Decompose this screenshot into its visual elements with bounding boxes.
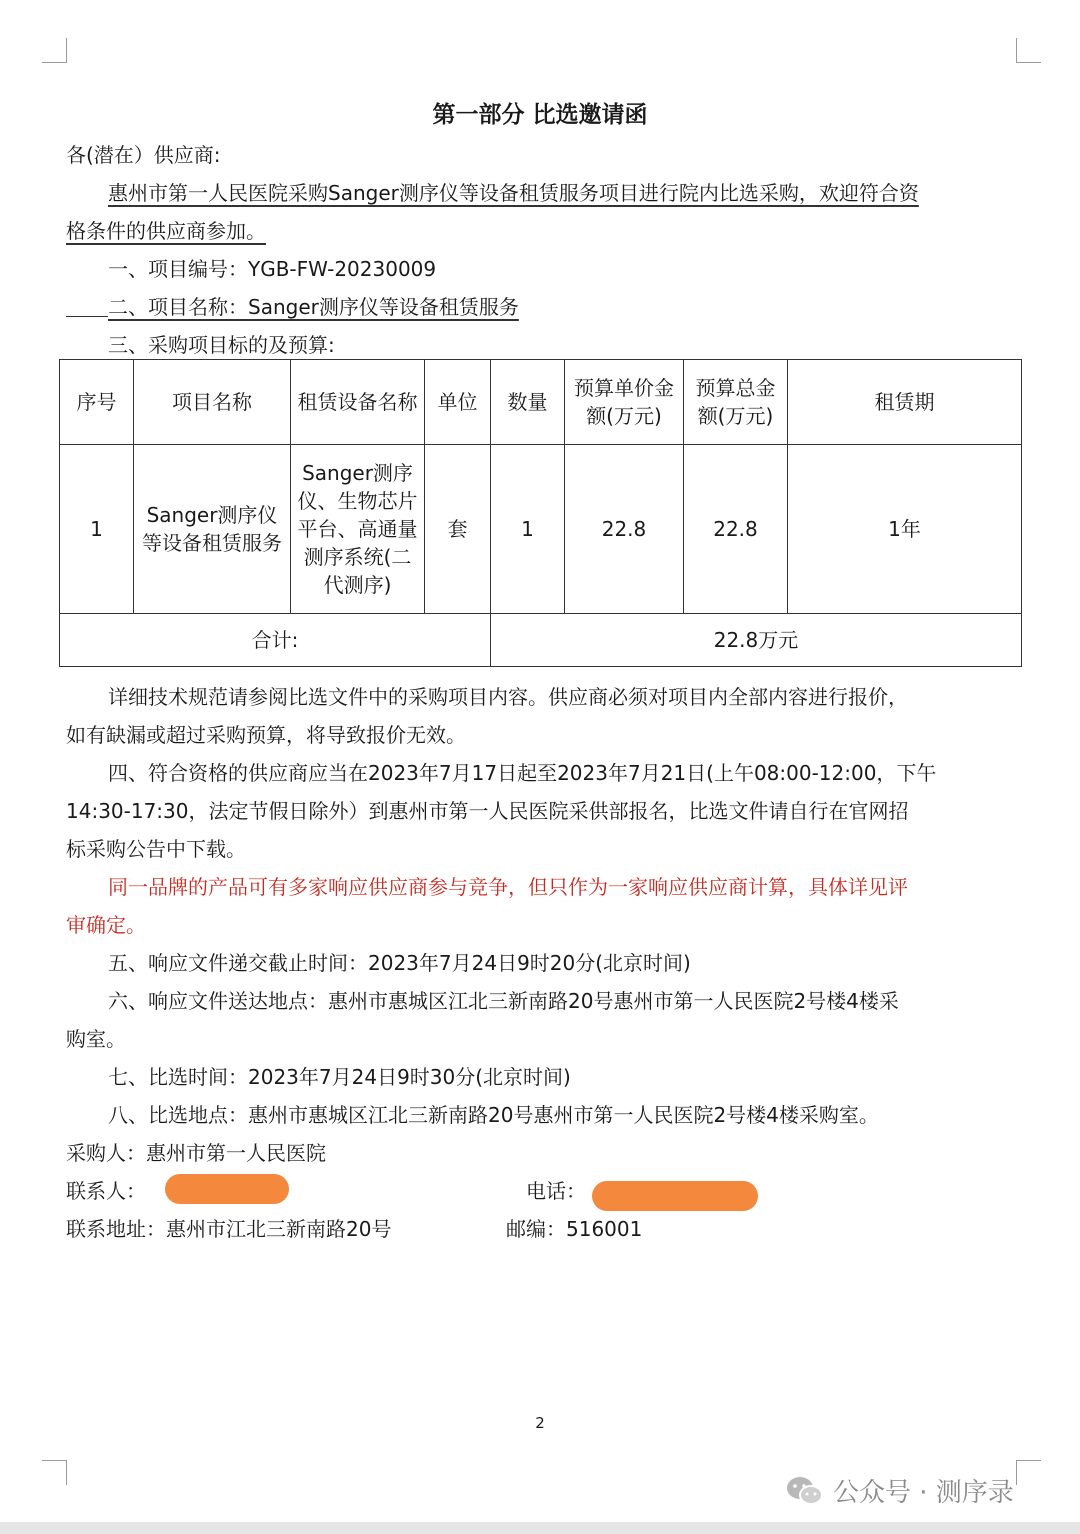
total-label: 合计: <box>60 614 491 667</box>
table-total-row <box>60 614 1022 667</box>
table-header-row <box>60 360 1022 445</box>
crop-mark-top-right <box>1016 38 1041 63</box>
crop-mark-bottom-right <box>1016 1460 1041 1485</box>
salutation: 各(潜在）供应商: <box>66 143 221 167</box>
project-number: 一、项目编号：YGB-FW-20230009 <box>108 257 437 281</box>
crop-mark-top-left <box>42 38 67 63</box>
watermark-text: 公众号 · 测序录 <box>833 1478 1014 1508</box>
header-cell: 预算单价金额(万元) <box>565 360 684 445</box>
contact-label: 联系人： <box>66 1179 146 1203</box>
table-cell: 22.8 <box>684 445 788 614</box>
delivery-location-line-2: 购室。 <box>66 1027 126 1051</box>
registration-line-2: 14:30-17:30，法定节假日除外）到惠州市第一人民医院采供部报名，比选文件请自行在官网招 <box>66 799 909 823</box>
watermark <box>785 1472 1014 1509</box>
submission-deadline: 五、响应文件递交截止时间：2023年7月24日9时20分(北京时间) <box>108 951 691 975</box>
table-cell: 套 <box>425 445 491 614</box>
intro-line-2: 格条件的供应商参加。 <box>66 219 266 243</box>
table-cell: Sanger测序仪等设备租赁服务 <box>134 445 291 614</box>
procurement-table <box>59 359 1022 667</box>
table-row <box>60 445 1022 614</box>
table-cell: 1 <box>60 445 134 614</box>
page-number: 2 <box>535 1414 545 1432</box>
detail-line-2: 如有缺漏或超过采购预算，将导致报价无效。 <box>66 723 466 747</box>
header-cell: 单位 <box>425 360 491 445</box>
wechat-icon <box>785 1475 825 1507</box>
header-cell: 序号 <box>60 360 134 445</box>
header-cell: 项目名称 <box>134 360 291 445</box>
underline-lead <box>66 316 108 317</box>
redaction-mark <box>592 1181 758 1211</box>
brand-note-line-1: 同一品牌的产品可有多家响应供应商参与竞争，但只作为一家响应供应商计算，具体详见评 <box>108 875 908 899</box>
selection-location: 八、比选地点：惠州市惠城区江北三新南路20号惠州市第一人民医院2号楼4楼采购室。 <box>108 1103 879 1127</box>
detail-line-1: 详细技术规范请参阅比选文件中的采购项目内容。供应商必须对项目内全部内容进行报价， <box>108 685 908 709</box>
contact-address: 联系地址：惠州市江北三新南路20号 <box>66 1217 392 1241</box>
registration-line-1: 四、符合资格的供应商应当在2023年7月17日起至2023年7月21日(上午08:00-12:00，下午 <box>108 761 937 785</box>
table-cell: 1 <box>491 445 565 614</box>
postcode: 邮编：516001 <box>506 1217 643 1241</box>
phone-label: 电话： <box>526 1179 586 1203</box>
registration-line-3: 标采购公告中下载。 <box>66 837 246 861</box>
project-name: 二、项目名称：Sanger测序仪等设备租赁服务 <box>108 295 519 319</box>
table-cell: Sanger测序仪、生物芯片平台、高通量测序系统(二代测序) <box>291 445 425 614</box>
purchaser: 采购人：惠州市第一人民医院 <box>66 1141 326 1165</box>
total-value: 22.8万元 <box>491 614 1022 667</box>
procurement-heading: 三、采购项目标的及预算: <box>108 333 335 357</box>
intro-line-1: 惠州市第一人民医院采购Sanger测序仪等设备租赁服务项目进行院内比选采购，欢迎符合资 <box>108 181 919 205</box>
header-cell: 租赁设备名称 <box>291 360 425 445</box>
table-cell: 22.8 <box>565 445 684 614</box>
brand-note-line-2: 审确定。 <box>66 913 146 937</box>
delivery-location-line-1: 六、响应文件送达地点：惠州市惠城区江北三新南路20号惠州市第一人民医院2号楼4楼采 <box>108 989 899 1013</box>
redaction-mark <box>165 1174 289 1204</box>
selection-time: 七、比选时间：2023年7月24日9时30分(北京时间) <box>108 1065 571 1089</box>
header-cell: 数量 <box>491 360 565 445</box>
header-cell: 租赁期 <box>788 360 1022 445</box>
table-cell: 1年 <box>788 445 1022 614</box>
crop-mark-bottom-left <box>42 1460 67 1485</box>
bottom-bar <box>0 1522 1080 1534</box>
document-title: 第一部分 比选邀请函 <box>432 102 648 128</box>
header-cell: 预算总金额(万元) <box>684 360 788 445</box>
